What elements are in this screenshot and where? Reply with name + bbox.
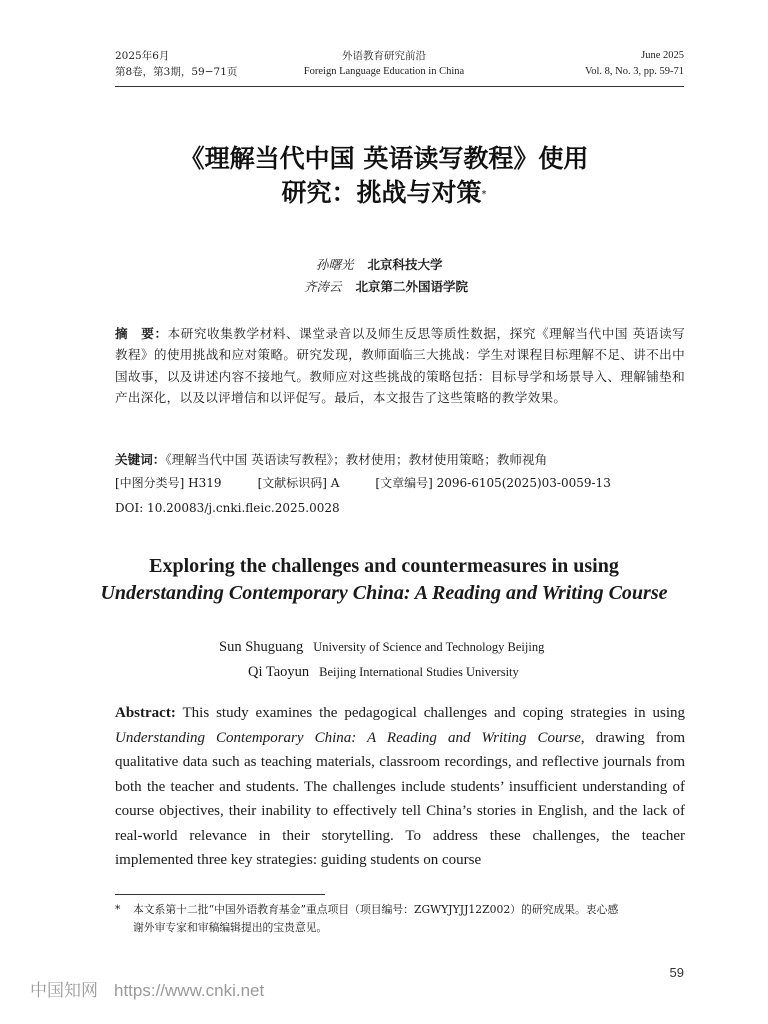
header-left (115, 48, 237, 80)
english-title (80, 553, 688, 607)
english-title-book: Understanding Contemporary China: A Reading and Writing Course (100, 582, 668, 604)
footnote-line-2: 谢外审专家和审稿编辑提出的宝贵意见。 (133, 921, 328, 934)
journal-name-zh: 外语教育研究前沿 (342, 50, 426, 62)
english-title-line-2 (80, 580, 688, 607)
en-author-2-name: Qi Taoyun (248, 664, 310, 680)
en-author-1 (219, 636, 544, 658)
english-abstract-label: Abstract: (115, 705, 176, 721)
chinese-keywords-label: 关键词： (115, 452, 166, 467)
footnote-mark: * (115, 903, 121, 916)
chinese-title-line-1: 《理解当代中国 英语读写教程》使用 (179, 144, 589, 173)
zh-author-1 (316, 254, 443, 276)
english-abstract-text-2: , drawing from qualitative data such as teaching materials, classroom recordings, and reflective journals from both the teacher and students. The challenges include students’ insufficient understanding of course objectives, their inability to effectively tell China’s stories in English, and the lack of real-world relevance in their storytelling. To address these challenges, the teacher implemented three key strategies: guiding students on course (115, 729, 685, 868)
header-issue-zh: 第8卷，第3期，59−71页 (115, 66, 238, 78)
header-right (585, 48, 684, 80)
clc-number: [中图分类号] H319 (115, 476, 222, 490)
english-title-line-1: Exploring the challenges and countermeasures in using (149, 555, 619, 577)
watermark-url: https://www.cnki.net (114, 981, 265, 1000)
zh-author-1-affiliation: 北京科技大学 (367, 257, 443, 272)
header-date-zh: 2025年6月 (115, 50, 170, 62)
chinese-title-line-2 (100, 176, 668, 210)
english-abstract-book-title: Understanding Contemporary China: A Reading and Writing Course (115, 729, 581, 746)
zh-author-1-name: 孙曙光 (316, 257, 354, 272)
header-center (284, 48, 484, 80)
classification-line (115, 474, 685, 492)
chinese-title (100, 142, 668, 210)
page-number: 59 (669, 965, 684, 980)
header-date-en: June 2025 (641, 50, 684, 61)
header-divider (115, 86, 684, 87)
title-footnote-mark: * (481, 189, 487, 200)
chinese-abstract-text: 本研究收集教学材料、课堂录音以及师生反思等质性数据，探究《理解当代中国 英语读写教程》的使用挑战和应对策略。研究发现，教师面临三大挑战：学生对课程目标理解不足、讲不出中国故事，以及讲述内容不接地气。教师应对这些挑战的策略包括：目标导学和场景导入、理解铺垫和产出深化，以及以评增信和以评促写。最后，本文报告了这些策略的教学效果。 (115, 326, 685, 406)
en-author-1-name: Sun Shuguang (219, 639, 304, 655)
header-issue-en: Vol. 8, No. 3, pp. 59-71 (585, 66, 684, 77)
doi: DOI: 10.20083/j.cnki.fleic.2025.0028 (115, 501, 340, 515)
zh-author-2-affiliation: 北京第二外国语学院 (355, 279, 469, 294)
chinese-title-line-2-text: 研究：挑战与对策 (281, 178, 482, 207)
article-number: [文章编号] 2096-6105(2025)03-0059-13 (375, 476, 611, 490)
chinese-abstract-label: 摘 要： (115, 326, 168, 341)
en-author-2 (248, 661, 519, 683)
cnki-watermark (30, 976, 264, 1001)
footnote-line-1: 本文系第十二批“中国外语教育基金”重点项目（项目编号：ZGWYJYJJ12Z002）的研究成果。衷心感 (133, 903, 619, 916)
chinese-keywords-text: 《理解当代中国 英语读写教程》；教材使用；教材使用策略；教师视角 (165, 452, 548, 467)
zh-author-2-name: 齐涛云 (304, 279, 342, 294)
footnote-divider (115, 894, 325, 895)
chinese-abstract (115, 323, 685, 409)
chinese-keywords (115, 450, 685, 470)
english-abstract (115, 701, 685, 873)
en-author-1-affiliation: University of Science and Technology Beijing (313, 640, 545, 654)
zh-author-2 (304, 276, 468, 298)
en-author-2-affiliation: Beijing International Studies University (319, 665, 519, 679)
document-code: [文献标识码] A (257, 476, 340, 490)
watermark-brand: 中国知网 (30, 981, 98, 1001)
english-abstract-text-1: This study examines the pedagogical challenges and coping strategies in using (182, 705, 686, 721)
footnote (115, 901, 685, 937)
journal-name-en: Foreign Language Education in China (303, 66, 465, 77)
